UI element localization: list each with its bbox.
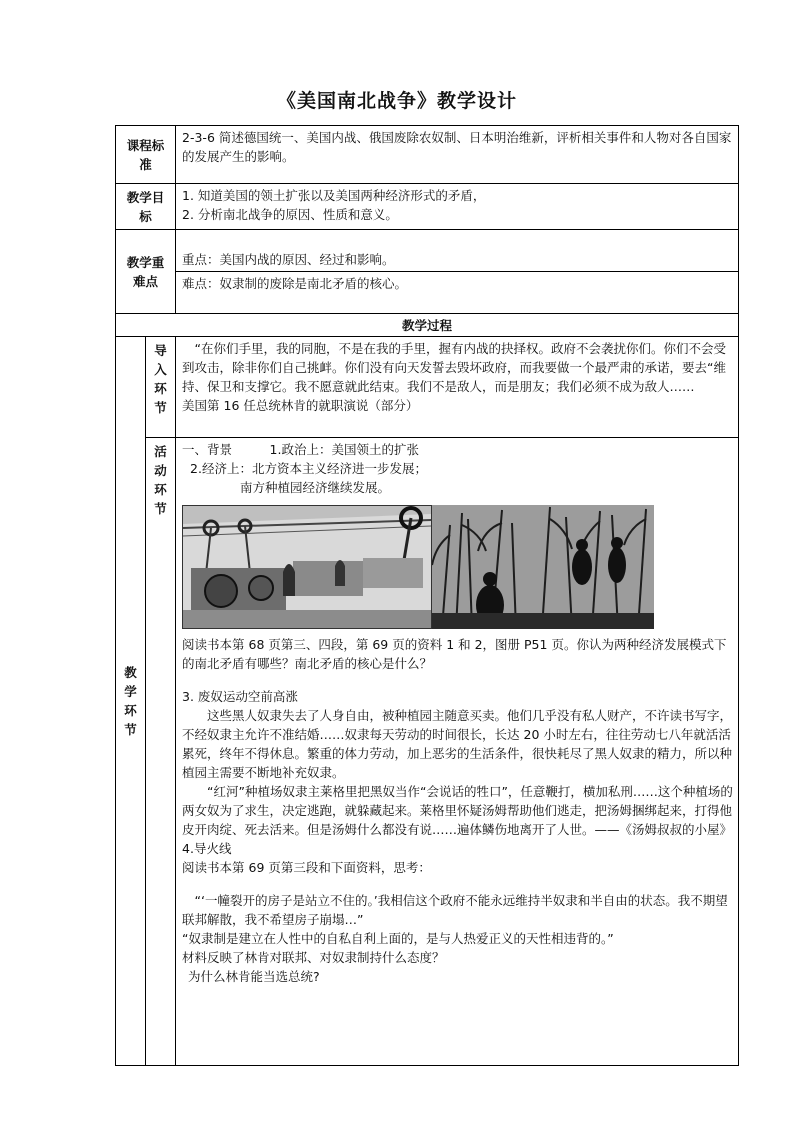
intro-row	[116, 337, 739, 438]
keypoints-row	[116, 230, 739, 272]
intro-label: 导 入 环 节	[146, 337, 176, 438]
intro-source: 美国第 16 任总统林肯的就职演说（部分）	[182, 398, 419, 413]
uncle-toms-cabin-excerpt: “红河”种植场奴隶主莱格里把黑奴当作“会说话的牲口”，任意鞭打，横加私刑……这个种植场的两女奴为了求生，决定逃跑，就躲藏起来。莱格里怀疑汤姆帮助他们逃走，把汤姆捆绑起来，打得他皮开肉绽、死去活来。但是汤姆什么都没有说……遍体鳞伤地离开了人世。——《汤姆叔叔的小屋》	[182, 784, 733, 837]
lincoln-quote-1: “‘一幢裂开的房子是站立不住的。’我相信这个政府不能永远维持半奴隶和半自由的状态。我不期望联邦解散，我不希望房子崩塌…”	[182, 893, 728, 927]
standard-label: 课程标准	[116, 126, 176, 184]
intro-content	[176, 337, 739, 438]
activity-label: 活 动 环 节	[146, 438, 176, 1066]
keypoints-label: 教学重难点	[116, 230, 176, 314]
intro-quote: “在你们手里，我的同胞，不是在我的手里，握有内战的抉择权。政府不会袭扰你们。你们不会受到攻击，除非你们自己挑衅。你们没有向天发誓去毁坏政府，而我要做一个最严肃的承诺，要去“维持、保卫和支撑它。我不愿意就此结束。我们不是敌人，而是朋友；我们必须不成为敌人……	[182, 341, 726, 394]
question-1: 材料反映了林肯对联邦、对奴隶制持什么态度？	[182, 950, 445, 965]
goal-item: 2. 分析南北战争的原因、性质和意义。	[182, 207, 398, 222]
reading-task-2: 阅读书本第 69 页第三段和下面资料，思考：	[182, 860, 431, 875]
difficult-point: 难点：奴隶制的废除是南北矛盾的核心。	[176, 272, 739, 314]
economy-line: 2.经济上：北方资本主义经济进一步发展；	[190, 461, 427, 476]
question-2: 为什么林肯能当选总统?	[188, 969, 320, 984]
key-point: 重点：美国内战的原因、经过和影响。	[176, 230, 739, 272]
process-header: 教学过程	[116, 314, 739, 337]
page-title: 《美国南北战争》教学设计	[276, 90, 517, 112]
activity-row	[116, 438, 739, 1066]
goals-label: 教学目标	[116, 184, 176, 230]
background-line: 一、背景 1.政治上：美国领土的扩张	[182, 442, 419, 457]
illustration-pair	[182, 505, 734, 629]
slavery-paragraph: 这些黑人奴隶失去了人身自由，被种植园主随意买卖。他们几乎没有私人财产，不许读书写字，不经奴隶主允许不准结婚……奴隶每天劳动的时间很长，长达 20 小时左右，往往劳动七八年就活活累死，终年不得休息。繁重的体力劳动，加上恶劣的生活条件，很快耗尽了黑人奴隶的精力，所以种植园主需要不断地补充奴隶。	[182, 708, 733, 780]
goal-item: 1. 知道美国的领土扩张以及美国两种经济形式的矛盾，	[182, 188, 486, 203]
standard-text: 2-3-6 简述德国统一、美国内战、俄国废除农奴制、日本明治维新，评析相关事件和人物对各自国家的发展产生的影响。	[176, 126, 739, 184]
textile-factory-image	[182, 505, 432, 629]
lesson-plan-table	[115, 125, 739, 1066]
activity-content	[176, 438, 739, 1066]
section-label: 教 学 环 节	[116, 337, 146, 1066]
south-economy-line: 南方种植园经济继续发展。	[240, 480, 391, 495]
sugarcane-plantation-image	[432, 505, 654, 629]
standard-row	[116, 126, 739, 184]
abolition-heading: 3. 废奴运动空前高涨	[182, 689, 298, 704]
trigger-heading: 4.导火线	[182, 841, 232, 856]
reading-task-1: 阅读书本第 68 页第三、四段，第 69 页的资料 1 和 2，图册 P51 页。你认为两种经济发展模式下的南北矛盾有哪些？南北矛盾的核心是什么？	[182, 637, 727, 671]
lincoln-quote-2: “奴隶制是建立在人性中的自私自利上面的，是与人热爱正义的天性相违背的。”	[182, 931, 614, 946]
goals-row	[116, 184, 739, 230]
process-header-row	[116, 314, 739, 337]
goals-list	[176, 184, 739, 230]
